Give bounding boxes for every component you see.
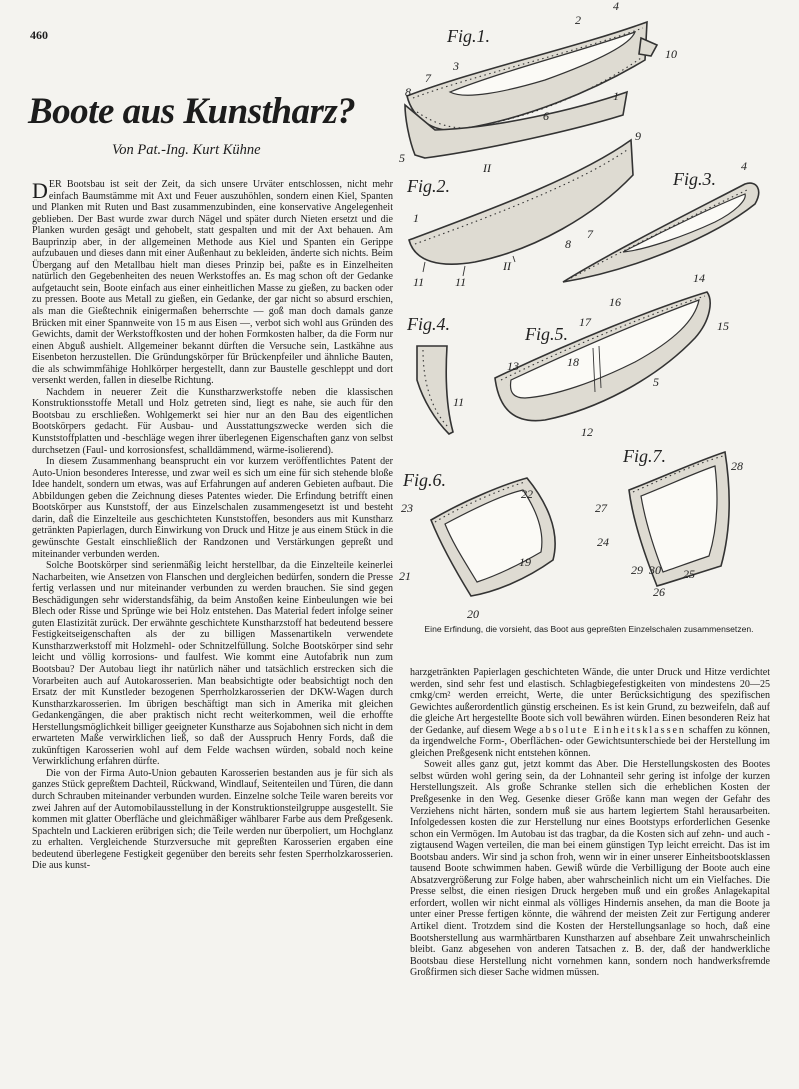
fig1-number-1: 1	[613, 89, 619, 103]
fig2-number-II-bottom: II	[503, 259, 511, 273]
figure-6	[399, 470, 555, 621]
paragraph-1	[32, 179, 393, 387]
article-author: Von Pat.-Ing. Kurt Kühne	[112, 142, 261, 158]
fig1-number-6: 6	[543, 109, 549, 123]
figure-caption: Eine Erfindung, die vorsieht, das Boot aus gepreßten Einzelschalen zusammensetzen.	[424, 624, 754, 634]
fig7-number-27: 27	[595, 501, 607, 515]
figure-1	[399, 0, 677, 165]
fig7-number-26: 26	[653, 585, 665, 599]
fig5-number-17: 17	[579, 315, 591, 329]
fig5-number-13: 13	[507, 359, 519, 373]
fig1-number-7: 7	[425, 71, 431, 85]
fig6-number-20: 20	[467, 607, 479, 621]
fig4-section	[417, 346, 453, 434]
article-column-left	[32, 179, 393, 1077]
emphasis-spaced: absolute Einheitsklassen	[539, 724, 686, 736]
fig5-number-14: 14	[693, 271, 705, 285]
figure-4	[406, 314, 464, 434]
fig6-number-23: 23	[401, 501, 413, 515]
fig7-number-25: 25	[683, 567, 695, 581]
fig1-number-5: 5	[399, 151, 405, 165]
fig5-number-12: 12	[581, 425, 593, 439]
fig1-number-9: 9	[635, 129, 641, 143]
fig1-number-2: 2	[575, 13, 581, 27]
paragraph-1-text: ER Bootsbau ist seit der Zeit, da sich unsere Urväter entschlossen, nicht mehr einfach Baumstämme mit Axt und Feuer auszuhöhlen, sondern einen Kiel, Spanten und Planken mit Ruten und Bast zusammenzubinden, eine konservative Angelegenheit geblieben. Der Bast wurde zwar durch Nägel und später durch Nieten ersetzt und die Planken wurden gesägt und gehobelt, statt gespalten und mit der Axt behauen. Am Bauprinzip aber, in der allgemeinen Methode aus Kiel und Spanten ein Gerippe aufzubauen und dieses dann mit einer Außenhaut zu bekleiden, änderte sich nichts. Beim Übergang auf den Metallbau hielt man dieses Prinzip bei, paßte es in Einzelheiten natürlich den Gegebenheiten des neuen Werkstoffes an. Es mag schon oft der Gedanke aufgetaucht sein, Boote einfach aus einer einheitlichen Masse zu gießen, zu backen oder zu pressen. Boote aus Metall zu gießen, ein Gedanke, der gar nicht so absurd erschien, als man die Gießtechnik einigermaßen beherrschte — goß man doch damals ganze Brücken mit einer Spannweite von 15 m aus Eisen —, verbot sich wohl aus Gründen des Gewichts, damit der Werkstoffkosten und der hohen Formkosten halber, da die Form nur einen Abguß aushielt. Allgemeiner bekannt dürften die Versuche sein, Lastkähne aus Eisenbeton herzustellen. Die Gründungskörper für Brückenpfeiler und ähnliche Bauten, die als schwimmfähige Hohlkörper hergestellt, dann zur Baustelle geschleppt und dort versenkt werden, fallen in dieselbe Richtung.	[32, 179, 393, 387]
drop-cap: D	[32, 179, 48, 203]
figure-3-label: Fig.3.	[673, 169, 716, 189]
article-column-right	[410, 667, 770, 1077]
fig3-number-4: 4	[741, 159, 747, 173]
paragraph-7: Soweit alles ganz gut, jetzt kommt das Aber. Die Herstellungskosten des Bootes selbst würden wohl gering sein, da der Lohnanteil sehr gering ist infolge der kurzen Herstellungszeit. Als große Schranke stellen sich die erheblichen Kosten der Preßgesenke in den Weg. Gesenke dieser Größe kann man wegen der Gefahr des Verziehens nicht härten, sondern muß sie aus hartem legiertem Stahl herausarbeiten. Infolgedessen kosten die zur Herstellung nur eines Bootstyps erforderlichen Gesenke schon ein Vermögen. Im Autobau ist das tragbar, da die Kosten sich auf zehn- und auch -zigtausend Wagen verteilen, die man bei einem günstigen Typ leicht erreicht. Das ist im Bootsbau anders. Wir sind ja schon froh, wenn wir in einer unserer Einheitsbootsklassen tausend Boote schwimmen haben. Gewiß würde die Verbilligung der Boote auch eine Absatzvergrößerung zur Folge haben, aber wahrscheinlich nicht um ein Vielfaches. Die Presse selbst, die einen riesigen Druck hergeben muß und ein großes Anlagekapital erfordert, wollen wir nicht einmal als völliges Hindernis ansehen, da man die Boote ja unter einer Presse fertigen könnte, die während der meisten Zeit zur Fertigung anderer Artikel dient. Trotzdem sind die Kosten der Herstellungsanlage so hoch, daß eine Bootsherstellung aus warmhärtbaren Kunstharzen auf absehbare Zeit unwahrscheinlich bleibt. Ganz abgesehen von anderen Tatsachen z. B. der, daß der handwerkliche Bootsbau diese Herstellung nicht vornehmen kann, sondern noch handwerksfremde Großfirmen sich dieser Sache widmen müssen.	[410, 759, 770, 979]
fig5-number-18: 18	[567, 355, 579, 369]
paragraph-6	[410, 667, 770, 759]
figure-4-label: Fig.4.	[407, 314, 450, 334]
fig3-number-7: 7	[587, 227, 593, 241]
fig6-number-19: 19	[519, 555, 531, 569]
paragraph-2: Nachdem in neuerer Zeit die Kunstharzwerkstoffe neben die klassischen Konstruktionsstoffe Metall und Holz getreten sind, liegt es nahe, sie auch für den Bootsbau zu erschließen. Wohlgemerkt sei hier nur an den Bau des eigentlichen Bootskörpers gedacht. Für Ausbau- und Ausstattungszwecke werden sich die Kunststoffplatten und -beschläge wegen ihrer überlegenen Eigenschaften ganz von selbst durchsetzen (Faul- und korrosionsfest, schalldämmend, wärme-isolierend).	[32, 386, 393, 456]
fig2-number-11-left: 11	[413, 275, 425, 289]
fig7-number-24: 24	[597, 535, 609, 549]
fig3-number-8: 8	[565, 237, 571, 251]
fig4-number-11: 11	[453, 395, 465, 409]
fig2-number-11-right: 11	[455, 275, 467, 289]
fig7-number-29: 29	[631, 563, 643, 577]
fig1-number-4: 4	[613, 0, 619, 13]
fig2-number-1: 1	[413, 211, 419, 225]
paragraph-3: In diesem Zusammenhang beansprucht ein vor kurzem veröffentlichtes Patent der Auto-Union besonderes Interesse, und zwar weil es sich um eine für sich stehende bloße Idee handelt, sondern um etwas, was auf Erfahrungen auf anderen Gebieten aufbaut. Die Abbildungen geben die Zeichnung dieses Patentes wieder. Die Erfindung betrifft einen Bootskörper aus Kunststoff, der aus Einzelschalen zusammengesetzt ist und besteht darin, daß die Einzelteile aus geschichteten Kunststoffen, besonders aus mit Kunstharz getränkten Papierlagen, durch Einwirkung von Druck und Hitze je aus einem Stück in die gewünschte Gestalt einschließlich der Randzonen und Verstärkungen gepreßt und miteinander verbunden werden.	[32, 456, 393, 560]
patent-figures	[395, 0, 799, 640]
figure-7-label: Fig.7.	[623, 446, 666, 466]
fig2-hull	[409, 140, 633, 264]
fig1-number-8: 8	[405, 85, 411, 99]
paragraph-6-text-b: schaffen zu können, da irgendwelche Form-, Oberflächen- oder Gewichtsunterschiede bei der Herstellung im gleichen Preßgesenk nicht entstehen können.	[410, 724, 770, 759]
figure-5	[495, 271, 729, 439]
figure-1-label: Fig.1.	[447, 26, 490, 46]
page-number: 460	[30, 28, 48, 42]
fig1-number-10: 10	[665, 47, 677, 61]
fig6-number-22: 22	[521, 487, 533, 501]
fig7-number-28: 28	[731, 459, 743, 473]
paragraph-5: Die von der Firma Auto-Union gebauten Karosserien bestanden aus je für sich als ganzes Stück gepreßtem Dachteil, Rückwand, Windlauf, Seitenteilen und Türen, die dann durch Schrauben miteinander verbunden wurden. Einzelne solche Teile waren bereits vor zwei Jahren auf der Automobilausstellung in der Konstruktionsteilgruppe ausgestellt. Sie kommen mit glatter Oberfläche und gleichmäßiger wählbarer Farbe aus dem Preßgesenk. Spachteln und Lackieren erübrigen sich; die Teile werden nur überpoliert, um Hochglanz zu erhalten. Vergleichende Sturzversuche mit gepreßten Karosserien ergaben eine bedeutend überlegene Festigkeit gegenüber den bereits sehr festen Sperrholzkarosserien. Die aus kunst-	[32, 767, 393, 872]
fig5-number-16: 16	[609, 295, 621, 309]
paragraph-6-text-a: harzgetränkten Papierlagen geschichteten Wände, die unter Druck und Hitze verdichtet werden, sind sehr fest und elastisch. Schlagbiegefestigkeiten von mindestens 20—25 cmkg/cm² werden erreicht, Werte, die unter Berücksichtigung des spezifischen Gewichtes außerordentlich günstig erscheinen. Es ist kein Grund, zu bezweifeln, daß auf die gleiche Art hergestellte Boote sich voll bewähren würden. Einen besonderen Reiz hat der Gedanke, auf diesem Wege	[410, 667, 770, 736]
figure-7	[595, 446, 743, 599]
fig5-number-15: 15	[717, 319, 729, 333]
fig1-bow-part	[639, 38, 657, 56]
fig5-number-5: 5	[653, 375, 659, 389]
fig2-number-II-top: II	[483, 161, 491, 175]
fig7-number-30: 30	[649, 563, 661, 577]
fig6-number-21: 21	[399, 569, 411, 583]
figure-2-label: Fig.2.	[407, 176, 450, 196]
paragraph-4: Solche Bootskörper sind serienmäßig leicht herstellbar, da die Einzelteile keinerlei Nacharbeiten, wie Ansetzen von Flanschen und dergleichen bedürfen, sondern die Presse fertig verlassen und nur miteinander verbunden zu werden brauchen. Sie sind gegen Beschädigungen sehr widerstandsfähig, da beim Anstoßen keine Einbeulungen wie bei Blech oder Risse und Sprünge wie bei Holz entstehen. Das Material federt infolge seiner guten Elastizität zurück. Der erwähnte geschichtete Kunstharzstoff hat bedeutend bessere Festigkeitseigenschaften als der zu billigen Massenartikeln verwendete Kunstharzwerkstoff mit Holzmehl- oder Schnitzelfüllung. Solche Bootskörper sind sehr leicht und völlig korrosions- und faulfest. Wie kommt eine Autofabrik nun zum Bootsbau? Der Autobau liegt ihr natürlich näher und tatsächlich erstrecken sich die Vorarbeiten auch auf Autokarosserien. Man beabsichtigte oder beabsichtigt noch den Ersatz der mit Kunstleder bezogenen Sperrholzkarosserien der DKW-Wagen durch Kunstharzkarosserien. Im übrigen beschäftigt man sich in Amerika mit gleichen Gedankengängen, die aber praktisch nicht recht weiterkommen, weil die erhoffte Herstellungsmöglichkeit billiger geeigneter Kunstharze aus Sojabohnen sich nicht in dem erwarteten Maße verwirklichen ließ, so daß der Ausspruch Henry Fords, daß die zukünftigen Karosserien wohl auf dem Felde wachsen würden, sobald noch keine Verwirklichung erfahren dürfte.	[32, 560, 393, 768]
figure-5-label: Fig.5.	[525, 324, 568, 344]
article-title: Boote aus Kunstharz?	[28, 91, 356, 132]
fig1-number-3: 3	[453, 59, 459, 73]
figure-6-label: Fig.6.	[403, 470, 446, 490]
